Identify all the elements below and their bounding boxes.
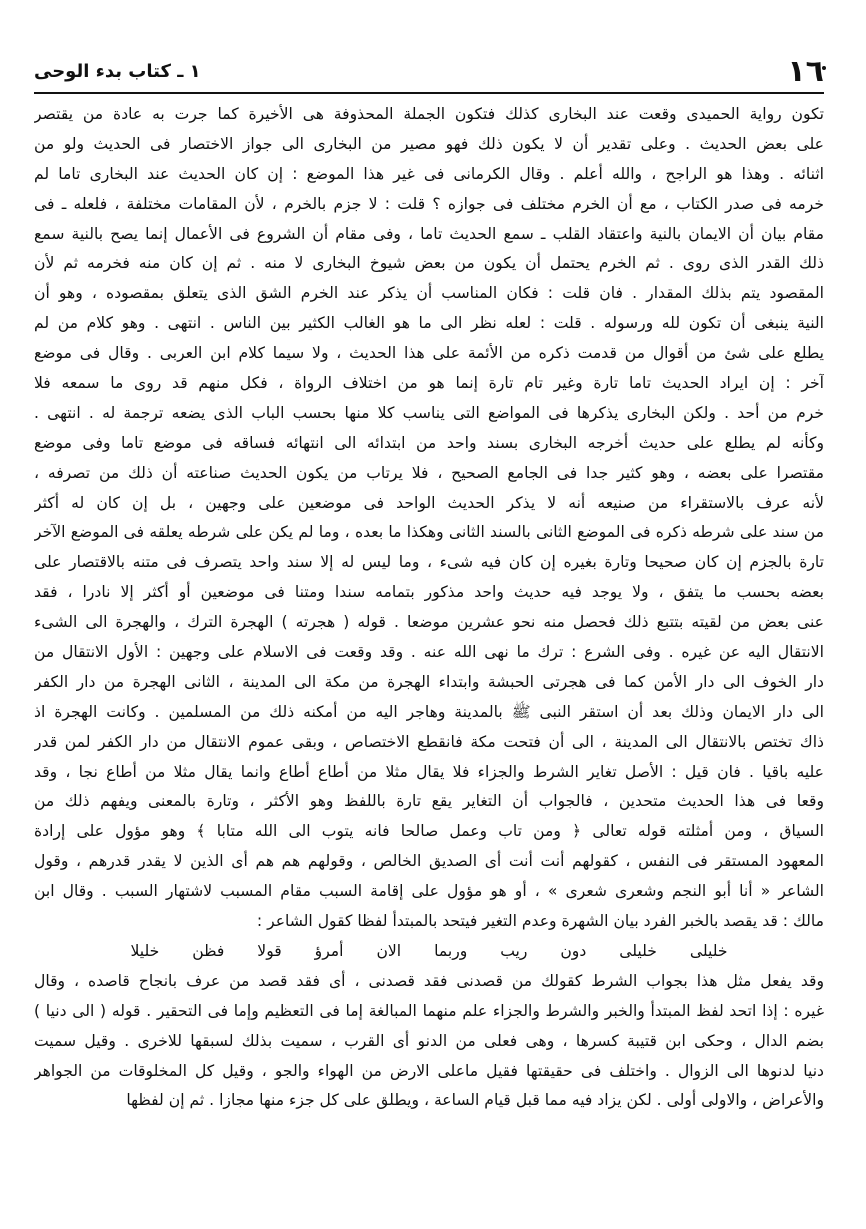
header-rule [34, 92, 824, 94]
text-line: الى دار الايمان وذلك بعد أن استقر النبى ﷺ بالمدينة وهاجر اليه من أمكنه ذلك من المسلمين . وكانت الهجرة اذ [34, 702, 824, 721]
text-line: على بعض الحديث . وعلى تقدير أن لا يكون ذلك فهو مصير من البخارى الى جواز الاختصار فى الحديث ولو من [34, 134, 824, 153]
text-line: النية ينبغى أن تكون لله ورسوله . قلت : لعله نظر الى ما هو الغالب الكثير بين الناس . انتهى . وهو كلام من لم [34, 314, 824, 333]
text-line: بعضه بحسب ما يتفق ، ولا يوجد فيه حديث واحد مذكور بتمامه سندا ومتنا فى موضعين أو أكثر إلا نادرا ، فقد [34, 583, 824, 602]
text-line: وقعا فى هذا الحديث متحدين ، فالجواب أن التغاير يقع تارة باللفظ وهو الأكثر ، وتارة بالمعنى ويفهم ذلك من [34, 792, 824, 811]
text-line: ذلك القدر الذى روى . ثم الخرم يحتمل أن يكون من بعض شيوخ البخارى لا منه . ثم إن كان منه فخرمه ثم لأن [34, 254, 824, 273]
page-number: ١٦ [787, 53, 824, 89]
text-line: دار الخوف الى دار الأمن كما فى هجرتى الحبشة وابتداء الهجرة من مكة الى المدينة ، الثانى الهجرة من دار الكفر [34, 672, 824, 691]
text-line: مالك : قد يقصد بالخبر الفرد بيان الشهرة وعدم التغير فيتحد بالمبتدأ لفظا كقول الشاعر : [256, 912, 824, 931]
text-line: وقد يفعل مثل هذا بجواب الشرط كقولك من قصدنى فقد قصدنى ، أى فقد قصد من عرف بانجاح قاصده ، وقال [34, 971, 824, 990]
text-line: مقام بيان أن الايمان بالنية واعتقاد القلب ـ سمع الحديث تاما ، وفى مقام أن الشروع فى الأعمال إنما يصح بالنية سمع [34, 224, 824, 243]
running-title: ١ ـ كتاب بدء الوحى [34, 60, 201, 82]
text-line: الانتقال اليه عن غيره . وفى الشرع : ترك ما نهى الله عنه . وقد وقعت فى الاسلام على وجهين : الأول الانتقال من [34, 643, 824, 662]
text-line: الشاعر « أنا أبو النجم وشعرى شعرى » ، أو هو مؤول على إقامة السبب مقام المسبب لاشتهار السبب . وقال ابن [34, 882, 824, 901]
text-line: والأعراض ، والاولى أولى . لكن يزاد فيه مما قبل قيام الساعة ، ويطلق على كل جزء منها مجازا . ثم إن لفظها [126, 1091, 824, 1110]
text-line: ذاك تختص بالانتقال الى المدينة ، الى أن فتحت مكة فانقطع الاختصاص ، وبقى عموم الانتقال من دار الكفر لمن قدر [34, 732, 824, 751]
text-line: عليه باقيا . فان قيل : الأصل تغاير الشرط والجزاء فلا يقال مثلا من أطاع أطاع وانما يقال مثلا من أطاع نجا ، وقد [34, 762, 824, 781]
verse-line: خليلى خليلى دون ريب وربما الان أمرؤ قولا فظن خليلا [130, 941, 728, 960]
text-line: عنى بعض من لقيته بتتبع ذلك فحصل منه نحو عشرين موضعا . قوله ( هجرته ) الهجرة الترك ، والهجرة الى الشىء [34, 613, 824, 632]
text-line: المقصود يتم بذلك المقدار . فان قلت : فكان المناسب أن يذكر عند الخرم الشق الذى يتعلق بمقصوده ، وهو أن [34, 284, 824, 303]
text-line: خرم من أحد . ولكن البخارى يذكرها فى المواضع التى يناسب كلا منها بحسب الباب الذى يضعه ترجمة له . انتهى . [34, 403, 824, 422]
text-line: مقتصرا على بعضه ، وهو كثير جدا فى الجامع الصحيح ، فلا يرتاب من يكون الحديث صناعته أن ذلك من تصرفه ، [34, 463, 824, 482]
text-line: يطلع على شئ من أقوال من قدمت ذكره من الأئمة على هذا الحديث ، ولا سيما كلام ابن العربى . وقال فى موضع [34, 344, 824, 363]
text-line: خرمه فى صدر الكتاب ، مع أن الخرم مختلف فى جوازه ؟ قلت : لا جزم بالخرم ، لأن المقامات مختلفة ، فلعله ـ فى [34, 194, 824, 213]
commentary-text [34, 100, 824, 1116]
page-header [34, 52, 824, 90]
text-line: دنيا لدنوها الى الزوال . واختلف فى حقيقتها فقيل ماعلى الارض من الهواء والجو ، وقيل كل المخلوقات من الجواهر [34, 1061, 824, 1080]
text-line: بضم الدال ، وحكى ابن قتيبة كسرها ، وهى فعلى من الدنو أى القرب ، سميت بذلك لسبقها للاخرى . وقيل سميت [34, 1031, 824, 1050]
text-line: المعهود المستقر فى النفس ، كقولهم أنت أنت أى الصديق الخالص ، وقولهم هم هم أى الذين لا يقدر قدرهم ، وقول [34, 852, 824, 871]
text-line: غيره : إذا اتحد لفظ المبتدأ والخبر والشرط والجزاء علم منهما المبالغة إما فى التعظيم وإما فى التحقير . قوله ( الى دنيا ) [34, 1001, 824, 1020]
text-line: آخر : إن ايراد الحديث تاما تارة وغير تام تارة إنما هو من اختلاف الرواة ، فكل منهم قد روى ما سمعه فلا [34, 374, 824, 393]
text-line: تكون رواية الحميدى وقعت عند البخارى كذلك فتكون الجملة المحذوفة هى الأخيرة كما جرت به عادة من يقتصر [34, 105, 824, 123]
text-line: من سند على شرطه ذكره فى الموضع الثانى بالسند الثانى وهكذا ما بعده ، وما لم يكن على شرطه يعلقه فى الموضع الآخر [34, 523, 824, 542]
text-line: تارة بالجزم إن كان صحيحا وتارة بغيره إن كان فيه شىء ، وما ليس له إلا سند واحد يتصرف فى متنه بالاقتصار على [34, 553, 824, 572]
text-line: اثنائه . وهذا هو الراجح ، والله أعلم . وقال الكرمانى فى غير هذا الموضع : إن كان الحديث عند البخارى تاما لم [34, 164, 824, 183]
text-line: السياق ، ومن أمثلته قوله تعالى ﴿ ومن تاب وعمل صالحا فانه يتوب الى الله متابا ﴾ وهو مؤول على إرادة [34, 822, 824, 841]
text-line: لأنه عرف بالاستقراء من صنيعه أنه لا يذكر الحديث الواحد فى موضعين على وجهين ، بل إن كان له أكثر [34, 493, 824, 512]
text-line: وكأنه لم يطلع على حديث أخرجه البخارى بسند واحد من ابتدائه الى انتهائه فساقه فى موضع تاما وفى موضع [34, 433, 824, 452]
